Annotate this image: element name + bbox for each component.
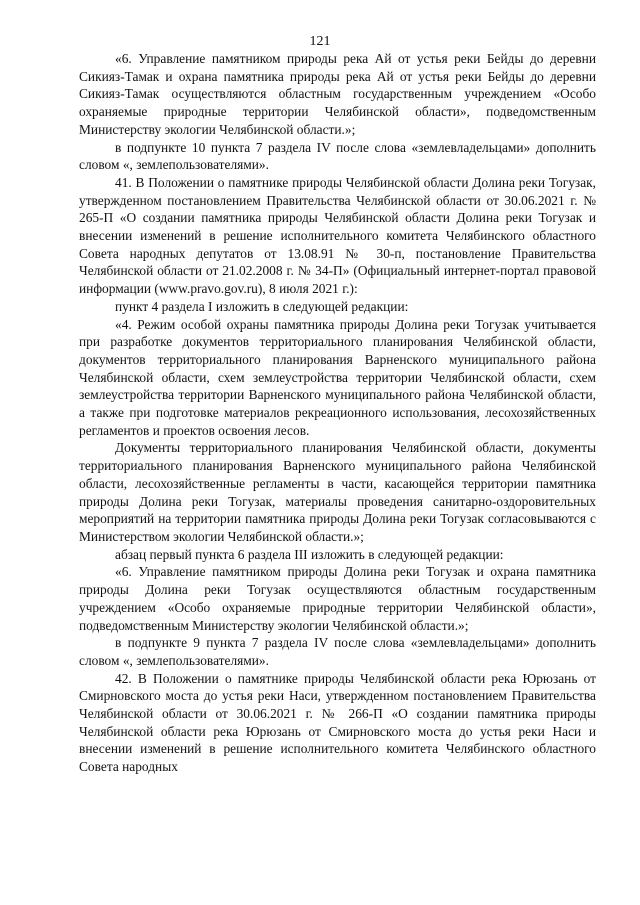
paragraph: 42. В Положении о памятнике природы Челябинской области река Юрюзань от Смирновского моста до устья реки Наси, утвержденном постановлением Правительства Челябинской области от 30.06.2021 г. № 266-П «О создании памятника природы Челябинской области река Юрюзань от Смирновского моста до устья реки Наси и внесении изменений в решение исполнительного комитета Челябинского областного Совета народных — [79, 670, 596, 775]
paragraph: пункт 4 раздела I изложить в следующей редакции: — [115, 298, 409, 314]
paragraph: «6. Управление памятником природы река Ай от устья реки Бейды до деревни Сикияз-Тамак и охрана памятника природы река Ай от устья реки Бейды до деревни Сикияз-Тамак осуществляются областным государственным учреждением «Особо охраняемые природные территории Челябинской области», подведомственным Министерству экологии Челябинской области.»; — [79, 51, 596, 137]
paragraph: в подпункте 10 пункта 7 раздела IV после слова «землевладельцами» дополнить словом «, землепользователями». — [79, 139, 596, 173]
paragraph: абзац первый пункта 6 раздела III изложить в следующей редакции: — [115, 546, 504, 562]
page-number: 121 — [309, 34, 331, 49]
paragraph: «4. Режим особой охраны памятника природы Долина реки Тогузак учитывается при разработке документов территориального планирования Челябинской области, документов территориального планирования Варненского муниципального района Челябинской области, схем землеустройства территории Челябинской области, схем землеустройства территории Варненского муниципального района Челябинской области, а также при подготовке материалов рекреационного использования, лесохозяйственных регламентов и проектов освоения лесов. — [79, 316, 596, 438]
document-body — [79, 50, 596, 776]
paragraph: 41. В Положении о памятнике природы Челябинской области Долина реки Тогузак, утвержденном постановлением Правительства Челябинской области от 30.06.2021 г. № 265-П «О создании памятника природы Челябинской области Долина реки Тогузак и внесении изменений в решение исполнительного комитета Челябинского областного Совета народных депутатов от 13.08.91 № 30-п, постановление Правительства Челябинской области от 21.02.2008 г. № 34-П» (Официальный интернет-портал правовой информации (www.pravo.gov.ru), 8 июля 2021 г.): — [79, 174, 596, 297]
paragraph: Документы территориального планирования Челябинской области, документы территориального планирования Варненского муниципального района Челябинской области, лесохозяйственные регламенты в части, касающейся территории памятника природы Долина реки Тогузак, материалы проведения санитарно-оздоровительных мероприятий на территории памятника природы Долина реки Тогузак согласовываются с Министерством экологии Челябинской области.»; — [79, 440, 596, 544]
paragraph: в подпункте 9 пункта 7 раздела IV после слова «землевладельцами» дополнить словом «, землепользователями». — [79, 635, 596, 668]
paragraph: «6. Управление памятником природы Долина реки Тогузак и охрана памятника природы Долина реки Тогузак осуществляются областным государственным учреждением «Особо охраняемые природные территории Челябинской области», подведомственным Министерству экологии Челябинской области.»; — [79, 564, 596, 633]
